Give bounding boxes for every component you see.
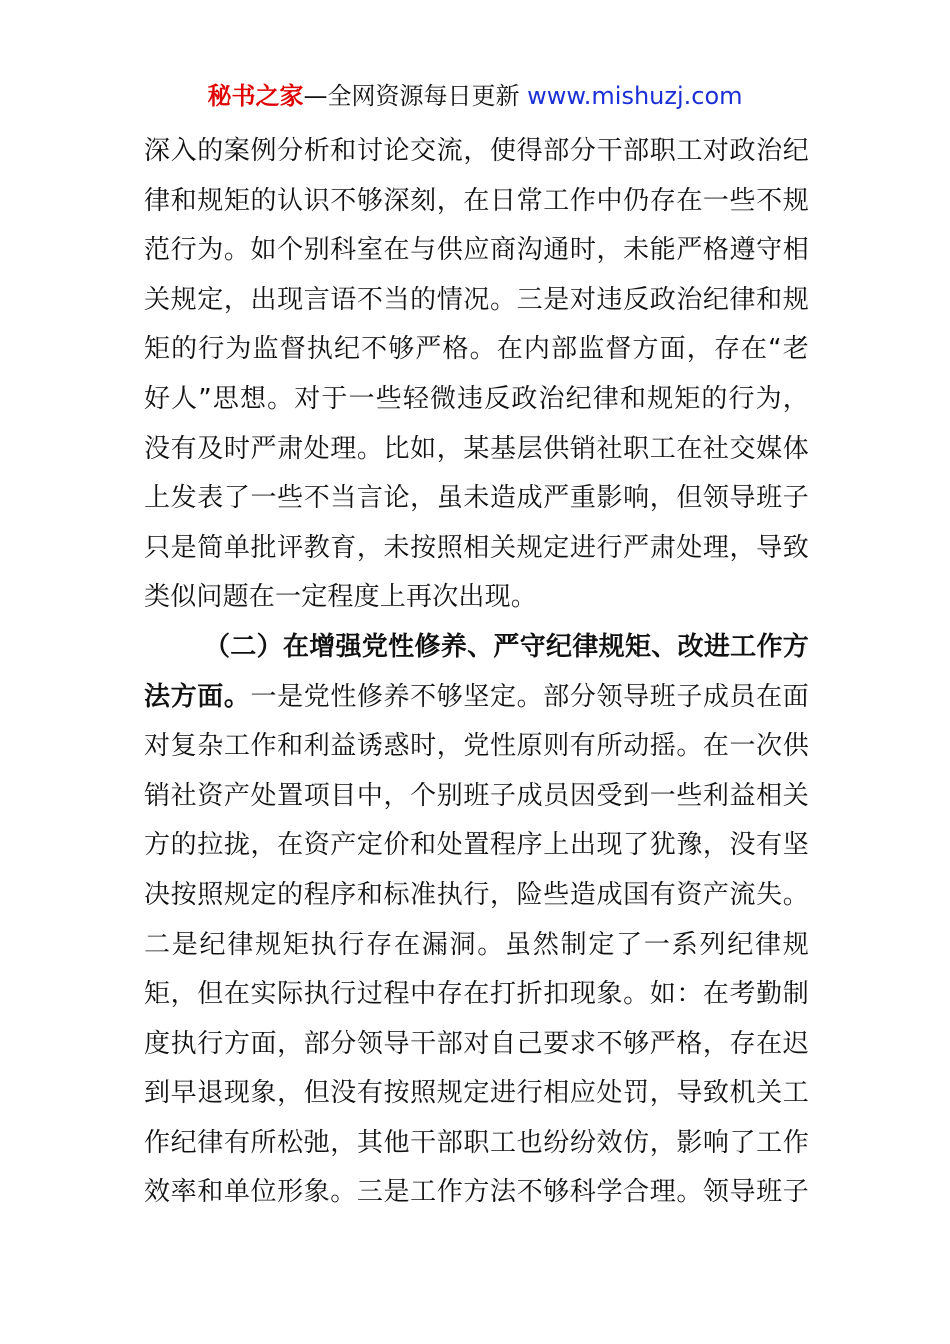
text-line: 法方面。一是党性修养不够坚定。部分领导班子成员在面 [144,681,809,712]
text-line: 对复杂工作和利益诱惑时，党性原则有所动摇。在一次供 [144,731,809,762]
site-tagline: —全网资源每日更新 [303,82,528,110]
site-brand: 秘书之家 [207,82,304,110]
text-line: 作纪律有所松弛，其他干部职工也纷纷效仿，影响了工作 [144,1127,809,1158]
text-line: 二是纪律规矩执行存在漏洞。虽然制定了一系列纪律规 [144,929,809,960]
section-heading-tail: 法方面。 [144,681,251,712]
section-heading-line [144,623,809,673]
text-line: 范行为。如个别科室在与供应商沟通时，未能严格遵守相 [144,235,809,266]
text-line: 度执行方面，部分领导干部对自己要求不够严格，存在迟 [144,1028,809,1059]
text-line: 好人”思想。对于一些轻微违反政治纪律和规矩的行为， [144,383,809,414]
text-line: 没有及时严肃处理。比如，某基层供销社职工在社交媒体 [144,433,809,464]
text-line: 效率和单位形象。三是工作方法不够科学合理。领导班子 [144,1177,809,1208]
text-line: 类似问题在一定程度上再次出现。 [144,582,538,613]
section-heading: （二）在增强党性修养、严守纪律规矩、改进工作方 [204,631,809,662]
text-line: 到早退现象，但没有按照规定进行相应处罚，导致机关工 [144,1078,809,1109]
text-line: 只是简单批评教育，未按照相关规定进行严肃处理，导致 [144,532,809,563]
text-line: 方的拉拢，在资产定价和处置程序上出现了犹豫，没有坚 [144,830,809,861]
document-body [144,127,809,1218]
site-header [0,80,950,112]
text-line: 深入的案例分析和讨论交流，使得部分干部职工对政治纪 [144,136,809,166]
text-line: 矩，但在实际执行过程中存在打折扣现象。如：在考勤制 [144,979,809,1010]
text-line: 关规定，出现言语不当的情况。三是对违反政治纪律和规 [144,284,809,315]
text-line: 销社资产处置项目中，个别班子成员因受到一些利益相关 [144,780,809,811]
text-line: 律和规矩的认识不够深刻，在日常工作中仍存在一些不规 [144,185,809,216]
site-url-link[interactable]: www.mishuzj.com [527,82,743,110]
text-line: 决按照规定的程序和标准执行，险些造成国有资产流失。 [144,879,809,910]
text-line: 上发表了一些不当言论，虽未造成严重影响，但领导班子 [144,483,809,514]
text-line: 矩的行为监督执纪不够严格。在内部监督方面，存在“老 [144,334,809,365]
